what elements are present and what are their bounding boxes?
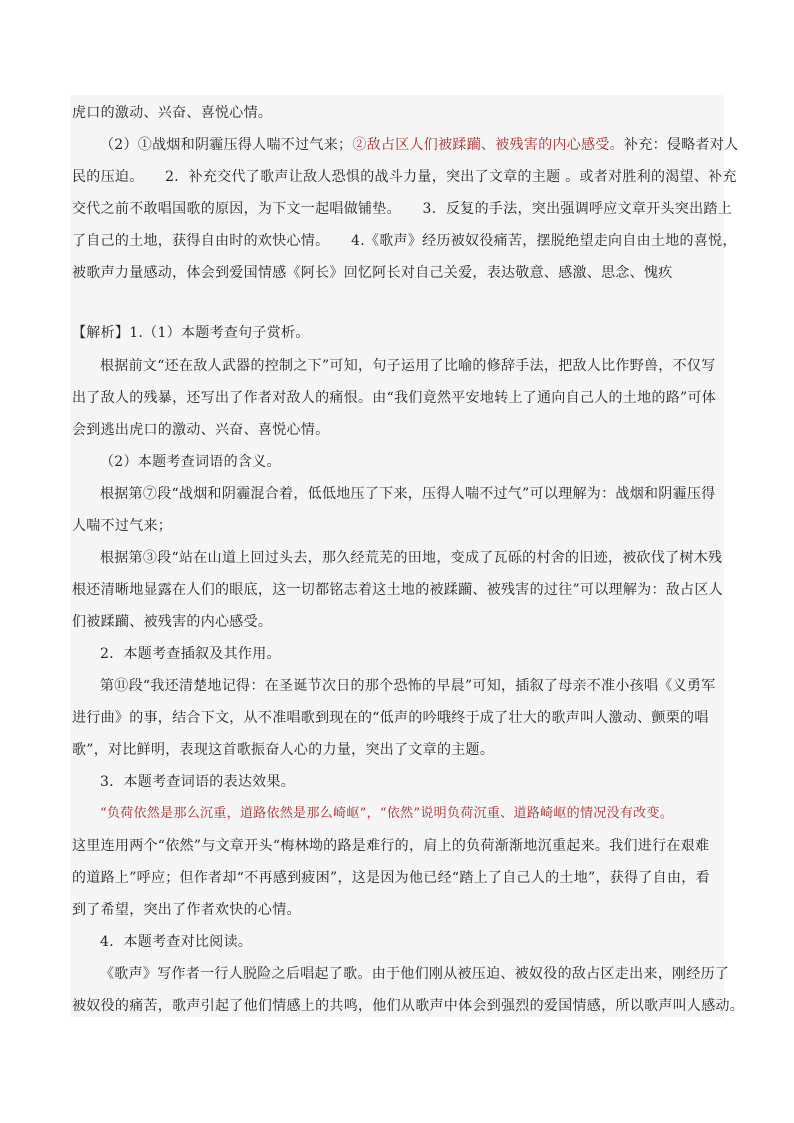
analysis-line: 这里连用两个“依然”与文章开头“梅林坳的路是难行的，肩上的负荷渐渐地沉重起来。我们进行在艰难 xyxy=(72,838,710,854)
analysis-line: 进行曲》的事，结合下文，从不准唱歌到现在的“低声的吟哦终于成了壮大的歌声叫人激动、颤栗的唱 xyxy=(72,710,709,726)
answer-2-part-1: （2）①战烟和阴霾压得人喘不过气来； xyxy=(100,137,353,153)
answer-line-1: 虎口的激动、兴奋、喜悦心情。 xyxy=(72,105,273,121)
analysis-line: 第⑪段“我还清楚地记得：在圣诞节次日的那个恐怖的早晨”可知，插叙了母亲不准小孩唱《义勇军 xyxy=(100,678,716,694)
analysis-quote-line: “负荷依然是那么沉重，道路依然是那么崎岖”，“依然”说明负荷沉重、道路崎岖的情况没有改变。 xyxy=(100,806,674,821)
answer-line-5: 了自己的土地，获得自由时的欢快心情。 4.《歌声》经历被奴役痛苦，摆脱绝望走向自由土地的喜悦， xyxy=(72,233,737,249)
analysis-line: 《歌声》写作者一行人脱险之后唱起了歌。由于他们刚从被压迫、被奴役的敌占区走出来，刚经历了 xyxy=(100,966,730,982)
answer-line-4: 交代之前不敢唱国歌的原因，为下文一起唱做铺垫。 3．反复的手法，突出强调呼应文章开头突出踏上 xyxy=(72,201,733,217)
answer-line-3: 民的压迫。 2．补充交代了歌声让敌人恐惧的战斗力量，突出了文章的主题 。或者对胜利的渴望、补充 xyxy=(72,169,737,185)
analysis-subheading: 3．本题考查词语的表达效果。 xyxy=(100,774,296,790)
answer-line-6: 被歌声力量感动，体会到爱国情感《阿长》回忆阿长对自己关爱，表达敬意、感激、思念、愧疚 xyxy=(72,265,673,281)
analysis-line: 到了希望，突出了作者欢快的心情。 xyxy=(72,902,301,918)
analysis-subheading: （2）本题考查词语的含义。 xyxy=(100,454,281,470)
analysis-heading: 【解析】1.（1）本题考查句子赏析。 xyxy=(72,325,310,341)
analysis-line: 的道路上”呼应；但作者却“不再感到疲困”，这是因为他已经“踏上了自己人的土地”，获得了自由，看 xyxy=(72,870,710,886)
analysis-line: 会到逃出虎口的激动、兴奋、喜悦心情。 xyxy=(72,422,330,438)
analysis-line: 根据第⑦段“战烟和阴霾混合着，低低地压了下来，压得人喘不过气”可以理解为：战烟和阴霾压得 xyxy=(100,486,716,502)
analysis-line: 人喘不过气来； xyxy=(72,518,173,534)
analysis-line: 被奴役的痛苦，歌声引起了他们情感上的共鸣，他们从歌声中体会到强烈的爱国情感，所以歌声叫人感动。 xyxy=(72,998,745,1014)
answer-2-part-2: ②敌占区人们被蹂躏、被残害的内心感受。 xyxy=(352,137,625,153)
analysis-line: 根据前文“还在敌人武器的控制之下”可知，句子运用了比喻的修辞手法，把敌人比作野兽，不仅写 xyxy=(100,358,716,374)
analysis-line: 根据第③段“站在山道上回过头去，那久经荒芜的田地，变成了瓦砾的村舍的旧迹，被砍伐了树木残 xyxy=(100,550,723,566)
answer-2-part-3: 补充：侵略者对人 xyxy=(624,137,739,153)
analysis-subheading: 4．本题考查对比阅读。 xyxy=(100,934,253,950)
analysis-line: 们被蹂躏、被残害的内心感受。 xyxy=(72,614,273,630)
answer-line-2 xyxy=(100,135,738,155)
analysis-line: 歌”，对比鲜明，表现这首歌振奋人心的力量，突出了文章的主题。 xyxy=(72,742,495,758)
analysis-subheading: 2．本题考查插叙及其作用。 xyxy=(100,646,281,662)
analysis-line: 根还清晰地显露在人们的眼底，这一切都铭志着这土地的被蹂躏、被残害的过往”可以理解为：敌占区人 xyxy=(72,582,723,598)
analysis-line: 出了敌人的残暴，还写出了作者对敌人的痛恨。由“我们竟然平安地转上了通向自己人的土地的路”可体 xyxy=(72,390,717,406)
